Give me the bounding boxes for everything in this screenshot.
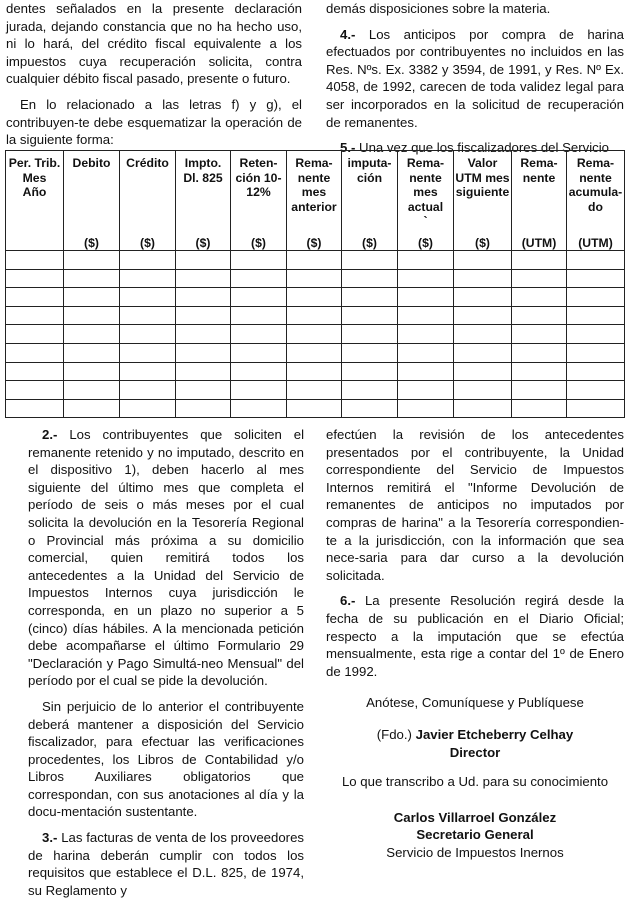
paragraph-sin-perjuicio: Sin perjuicio de lo anterior el contribuyente deberá mantener a disposición del Servicio fiscalizador, para efectuar las verificaciones procedentes, los Libros de Contabilidad y/o Libros Auxiliares obligatorios que correspondan, con sus anotaciones al día y la docu-mentación sustentante.	[28, 698, 304, 820]
table-cell	[64, 251, 120, 270]
column-header: Rema- nente	[512, 151, 567, 231]
table-cell	[567, 343, 625, 362]
column-unit: ($)	[287, 230, 342, 251]
table-cell	[287, 288, 342, 307]
table-cell	[342, 306, 398, 325]
column-header: Crédito	[120, 151, 176, 231]
column-header: Impto. Dl. 825	[176, 151, 231, 231]
table-cell	[454, 381, 512, 400]
table-cell	[231, 251, 287, 270]
table-cell	[342, 381, 398, 400]
table-cell	[398, 306, 454, 325]
column-unit: ($)	[120, 230, 176, 251]
table-cell	[454, 399, 512, 418]
table-cell	[398, 251, 454, 270]
table-cell	[512, 269, 567, 288]
table-cell	[6, 269, 64, 288]
table-cell	[512, 306, 567, 325]
table-cell	[64, 269, 120, 288]
table-cell	[231, 306, 287, 325]
column-unit: ($)	[398, 230, 454, 251]
table-cell	[6, 343, 64, 362]
table-cell	[454, 325, 512, 344]
column-header: Reten- ción 10- 12%	[231, 151, 287, 231]
table-cell	[398, 325, 454, 344]
column-unit	[6, 230, 64, 251]
table-row	[6, 288, 625, 307]
table-cell	[120, 288, 176, 307]
paragraph-disposiciones: demás disposiciones sobre la materia.	[326, 1, 551, 16]
column-unit: (UTM)	[567, 230, 625, 251]
secretary-title: Secretario General	[416, 827, 534, 843]
item-number-2: 2.-	[42, 427, 58, 442]
column-header: Per. Trib. Mes Año	[6, 151, 64, 231]
table-cell	[287, 269, 342, 288]
item-number-4: 4.-	[340, 26, 356, 42]
table-cell	[231, 381, 287, 400]
table-cell	[512, 251, 567, 270]
paragraph-item-2: 2.- Los contribuyentes que soliciten el remanente retenido y no imputado, descrito en el dispositivo 1), deben hacerlo al mes siguiente del último mes que completa el período de seis o más meses por el cual solicita la devolución en la Tesorería Regional o Provincial más próxima a su domicilio comercial, quien remitirá todos los antecedentes a la Unidad del Servicio de Impuestos Internos cuya jurisdicción le corresponda, en un plazo no superior a 5 (cinco) días hábiles. A la mencionada petición debe acompañarse el último Formulario 29 "Declaración y Pago Simultá-neo Mensual" del período por el cual se pide la devolución.	[28, 427, 304, 689]
table-cell	[567, 269, 625, 288]
table-cell	[120, 306, 176, 325]
table-row	[6, 325, 625, 344]
table-cell	[6, 325, 64, 344]
table-cell	[567, 325, 625, 344]
table-cell	[6, 362, 64, 381]
table-cell	[287, 381, 342, 400]
table-cell	[6, 288, 64, 307]
table-cell	[512, 343, 567, 362]
table-cell	[64, 362, 120, 381]
table-cell	[342, 399, 398, 418]
bottom-right-column	[326, 426, 624, 861]
table-cell	[231, 399, 287, 418]
table-row	[6, 251, 625, 270]
table-cell	[287, 306, 342, 325]
transcribe-line: Lo que transcribo a Ud. para su conocimiento	[341, 774, 609, 790]
column-unit: ($)	[231, 230, 287, 251]
table-cell	[342, 343, 398, 362]
table-cell	[398, 288, 454, 307]
table-cell	[120, 381, 176, 400]
table-cell	[512, 362, 567, 381]
table-header-row	[6, 151, 625, 231]
column-header: Rema- nente mes anterior	[287, 151, 342, 231]
table-row	[6, 269, 625, 288]
table-cell	[231, 343, 287, 362]
table-cell	[6, 381, 64, 400]
paragraph-esquematizar: En lo relacionado a las letras f) y g), el contribuyen-te debe esquematizar la operación de la siguiente forma:	[6, 96, 302, 148]
table-cell	[120, 325, 176, 344]
secretary-name: Carlos Villarroel González	[393, 809, 557, 825]
table-cell	[176, 269, 231, 288]
remanente-table	[5, 150, 625, 418]
table-cell	[176, 381, 231, 400]
table-cell	[64, 306, 120, 325]
table-unit-row	[6, 230, 625, 251]
director-name: Javier Etcheberry Celhay	[415, 726, 574, 742]
item-number-6: 6.-	[340, 593, 356, 609]
column-unit: ($)	[454, 230, 512, 251]
table-row	[6, 362, 625, 381]
table-cell	[454, 288, 512, 307]
table-cell	[567, 288, 625, 307]
column-header: imputa- ción	[342, 151, 398, 231]
table-cell	[120, 399, 176, 418]
column-unit: (UTM)	[512, 230, 567, 251]
paragraph-item-3: 3.- Las facturas de venta de los proveedores de harina deberán cumplir con todos los requisitos que establece el D.L. 825, de 1974, su Reglamento y	[28, 830, 304, 898]
column-header: Valor UTM mes siguiente	[454, 151, 512, 231]
table-cell	[398, 381, 454, 400]
bottom-left-column	[28, 426, 304, 899]
table-row	[6, 343, 625, 362]
table-cell	[342, 362, 398, 381]
table-cell	[512, 381, 567, 400]
table-cell	[64, 325, 120, 344]
table-cell	[567, 306, 625, 325]
fdo-prefix: (Fdo.)	[376, 726, 416, 742]
table-cell	[287, 343, 342, 362]
table-cell	[287, 325, 342, 344]
table-cell	[454, 306, 512, 325]
table-cell	[176, 325, 231, 344]
table-cell	[342, 288, 398, 307]
closing-line: Anótese, Comuníquese y Publíquese	[366, 695, 584, 711]
table-cell	[342, 251, 398, 270]
table-cell	[6, 251, 64, 270]
table-cell	[398, 399, 454, 418]
table-cell	[454, 343, 512, 362]
table-cell	[398, 343, 454, 362]
table-cell	[176, 251, 231, 270]
table-cell	[6, 306, 64, 325]
table-cell	[342, 269, 398, 288]
column-header: Debito	[64, 151, 120, 231]
column-header: Rema- nente mes actual `	[398, 151, 454, 231]
table-cell	[454, 269, 512, 288]
table-cell	[176, 288, 231, 307]
table-row	[6, 399, 625, 418]
table-cell	[454, 362, 512, 381]
table-cell	[567, 251, 625, 270]
table-cell	[512, 325, 567, 344]
table-cell	[231, 269, 287, 288]
table-cell	[398, 269, 454, 288]
paragraph-item-6: 6.- La presente Resolución regirá desde la fecha de su publicación en el Diario Oficial; respecto a la imputación que se efectúa mensualmente, esta rige a contar del 1º de Enero de 1992.	[326, 593, 624, 679]
table-cell	[287, 362, 342, 381]
item-number-3: 3.-	[42, 830, 58, 846]
table-cell	[567, 362, 625, 381]
table-cell	[176, 306, 231, 325]
table-cell	[64, 343, 120, 362]
table-cell	[454, 251, 512, 270]
paragraph-revision: efectúen la revisión de los antecedentes presentados por el contribuyente, la Unidad correspondiente del Servicio de Impuestos Internos remitirá el "Informe Devolución de remanentes de anticipos no imputados por compras de harina" a la Tesorería correspondien-te a la jurisdicción, con la información que sea nece-saria para dar curso a la devolución solicitada.	[326, 427, 624, 583]
table-cell	[176, 362, 231, 381]
table-row	[6, 381, 625, 400]
table-cell	[567, 399, 625, 418]
table-cell	[231, 362, 287, 381]
column-unit: ($)	[176, 230, 231, 251]
table-cell	[287, 251, 342, 270]
table-cell	[398, 362, 454, 381]
table-cell	[120, 251, 176, 270]
table-cell	[120, 269, 176, 288]
table-cell	[120, 343, 176, 362]
table-cell	[176, 343, 231, 362]
signature-director	[326, 726, 624, 744]
table-row	[6, 306, 625, 325]
column-unit: ($)	[342, 230, 398, 251]
column-unit: ($)	[64, 230, 120, 251]
top-right-column	[326, 0, 624, 157]
table-cell	[120, 362, 176, 381]
top-left-column	[6, 0, 302, 149]
table-cell	[342, 325, 398, 344]
table-cell	[512, 288, 567, 307]
table-cell	[231, 288, 287, 307]
table-cell	[567, 381, 625, 400]
paragraph-declaracion: dentes señalados en la presente declaración jurada, dejando constancia que no ha hecho uso, ni lo hará, del crédito fiscal equivalente a los impuestos cuya recuperación solicita, contra cualquier débito fiscal pasado, presente o futuro.	[6, 1, 302, 87]
organization-name: Servicio de Impuestos Inernos	[386, 844, 564, 860]
director-title: Director	[449, 744, 501, 760]
paragraph-item-5: 5.- Una vez que los fiscalizadores del Servicio	[340, 140, 610, 156]
table-cell	[231, 325, 287, 344]
table-cell	[64, 381, 120, 400]
table-cell	[64, 399, 120, 418]
table-cell	[6, 399, 64, 418]
item-number-5: 5.-	[340, 140, 356, 156]
table-cell	[64, 288, 120, 307]
table-cell	[176, 399, 231, 418]
paragraph-item-4: 4.- Los anticipos por compra de harina efectuados por contribuyentes no incluidos en las Res. Nºs. Ex. 3382 y 3594, de 1991, y Res. Nº Ex. 4058, de 1992, carecen de toda validez legal para ser incorporados en la solicitud de recuperación de remanentes.	[326, 26, 624, 130]
table-cell	[287, 399, 342, 418]
column-header: Rema- nente acumula- do	[567, 151, 625, 231]
table-cell	[512, 399, 567, 418]
